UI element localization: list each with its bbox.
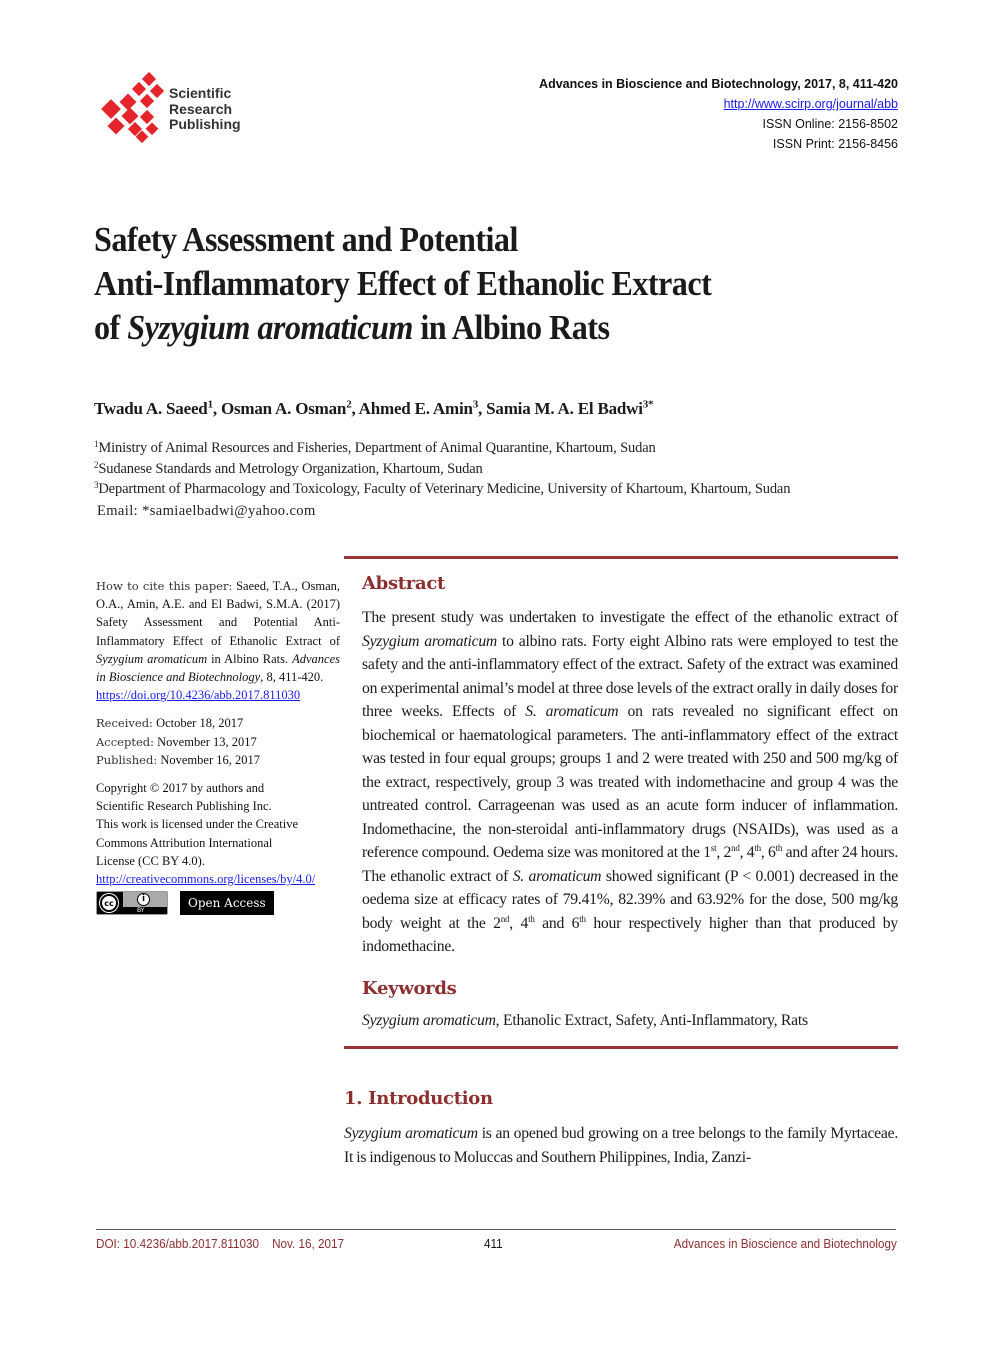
author-affil-sup: 1	[207, 398, 213, 410]
abstract-span: , 2	[716, 844, 732, 861]
abstract-species: S. aromaticum	[512, 867, 602, 885]
title-line: Anti-Inflammatory Effect of Ethanolic Extract	[94, 264, 712, 303]
page-number: 411	[484, 1236, 503, 1251]
corresponding-email: Email: *samiaelbadwi@yahoo.com	[97, 503, 316, 519]
ordinal-sup: th	[579, 913, 586, 924]
abstract-span: to albino rats. Forty eight Albino rats were employed to test the safety and the anti-inflammatory effect of the extract. Safety of the extract was examined on experimental animal’s model at three dose levels of the extract orally in daily doses for three weeks. Effects of	[362, 632, 898, 720]
ordinal-sup: th	[775, 842, 783, 853]
publisher-logo	[96, 72, 256, 144]
keyword-list: , Ethanolic Extract, Safety, Anti-Inflammatory, Rats	[495, 1011, 808, 1029]
publisher-name-line: Publishing	[169, 116, 241, 132]
abstract-heading: Abstract	[362, 573, 446, 594]
abstract-text	[344, 606, 898, 959]
cite-text: in Albino Rats.	[207, 651, 293, 666]
affil-text: Ministry of Animal Resources and Fisheries, Department of Animal Quarantine, Khartoum, Sudan	[98, 440, 656, 456]
abstract-span: , 6	[760, 844, 776, 861]
author	[359, 399, 486, 418]
affil-text: Department of Pharmacology and Toxicology, Faculty of Veterinary Medicine, University of Khartoum, Khartoum, Sudan	[98, 481, 791, 497]
accepted-label: Accepted:	[96, 734, 155, 749]
copyright-line: License (CC BY 4.0).	[96, 853, 205, 868]
affiliation	[94, 438, 904, 459]
author	[94, 399, 221, 418]
copyright-line: This work is licensed under the Creative	[96, 817, 299, 832]
title-text: of	[94, 308, 128, 347]
author-sep: ,	[212, 398, 221, 418]
publisher-name-line: Scientific	[169, 85, 232, 101]
publisher-name-line: Research	[169, 100, 233, 117]
keywords-text	[344, 1010, 898, 1032]
issn-online: ISSN Online: 2156-8502	[762, 117, 898, 131]
author-sep: ,	[351, 398, 359, 418]
author	[486, 399, 653, 418]
main-column	[344, 559, 898, 1171]
introduction-text	[344, 1122, 898, 1171]
cite-species: Syzygium aromaticum	[96, 651, 208, 666]
attribution-icon: i	[137, 893, 150, 906]
journal-info	[539, 74, 898, 154]
published-label: Published:	[96, 752, 158, 767]
copyright-block	[96, 779, 340, 915]
affil-text: Sudanese Standards and Metrology Organization, Khartoum, Sudan	[98, 460, 483, 477]
author-name: Twadu A. Saeed	[94, 398, 208, 418]
intro-species: Syzygium aromaticum	[344, 1124, 478, 1142]
abstract-span: hour respectively higher than that produced by indomethacine.	[362, 914, 898, 955]
affil-sup: 1	[94, 439, 99, 449]
cc-by-badge[interactable]	[96, 891, 168, 915]
license-link[interactable]: http://creativecommons.org/licenses/by/4.0/	[96, 872, 316, 887]
doi-link[interactable]: https://doi.org/10.4236/abb.2017.811030	[96, 688, 301, 703]
abstract-bottom-rule	[344, 1046, 898, 1049]
author	[221, 399, 359, 418]
received-date: October 18, 2017	[152, 716, 244, 731]
cite-text: , 8, 411-420.	[260, 670, 324, 685]
citation-block	[96, 577, 340, 704]
abstract-span: , 4	[509, 914, 529, 932]
title-species: Syzygium aromaticum	[127, 308, 413, 347]
accepted-date: November 13, 2017	[154, 734, 257, 749]
author-name: Osman A. Osman	[220, 398, 347, 418]
affiliation	[94, 459, 904, 480]
received-label: Received:	[96, 716, 153, 731]
footer-rule	[96, 1229, 896, 1230]
cite-text: Saeed, T.A., Osman, O.A., Amin, A.E. and El Badwi, S.M.A. (2017) Safety Assessment and Potential Anti-Inflammatory Effect of Ethanolic Extract of	[96, 579, 340, 648]
author-sep: ,	[478, 398, 487, 418]
sidebar	[96, 577, 340, 915]
abstract-span: and after 24 hours. The ethanolic extract of	[362, 844, 899, 885]
published-date: November 16, 2017	[157, 752, 260, 767]
affil-sup: 3	[94, 480, 99, 490]
copyright-line: Commons Attribution International	[96, 835, 273, 850]
journal-citation: Advances in Bioscience and Biotechnology, 2017, 8, 411-420	[539, 77, 898, 91]
abstract-span: showed significant (P < 0.001) decreased in the oedema size at efficacy rates of 79.41%, 82.39% and 63.92% for the dose, 500 mg/kg body weight at the 2	[362, 867, 898, 932]
intro-span: is an opened bud growing on a tree belongs to the family Myrtaceae. It is indigenous to Moluccas and Southern Philippines, India, Zanzi-	[344, 1124, 898, 1166]
copyright-line: Scientific Research Publishing Inc.	[96, 799, 272, 814]
open-access-badge[interactable]: Open Access	[180, 891, 274, 915]
keywords-heading: Keywords	[362, 977, 457, 999]
publisher-name	[169, 86, 241, 133]
title-line	[94, 306, 885, 350]
abstract-span: , 4	[739, 844, 755, 861]
cite-label: How to cite this paper:	[96, 579, 233, 593]
ordinal-sup: th	[528, 913, 535, 924]
ordinal-sup: st	[710, 842, 717, 853]
abstract-span: and 6	[534, 914, 580, 932]
cite-journal: Advances in Bioscience and Biotechnology	[96, 651, 340, 685]
ordinal-sup: nd	[731, 842, 740, 853]
abstract-species: S. aromaticum	[525, 703, 619, 720]
scirp-diamond-logo-icon	[96, 72, 164, 144]
by-label: BY	[137, 907, 145, 915]
creative-commons-icon: cc	[100, 894, 118, 912]
affil-sup: 2	[94, 459, 99, 470]
journal-url-link[interactable]: http://www.scirp.org/journal/abb	[723, 97, 898, 111]
author-list	[94, 398, 653, 419]
issn-print: ISSN Print: 2156-8456	[772, 137, 898, 151]
author-name: Samia M. A. El Badwi	[486, 398, 643, 418]
copyright-line: Copyright © 2017 by authors and	[96, 781, 265, 796]
ordinal-sup: th	[754, 842, 761, 853]
author-name: Ahmed E. Amin	[358, 398, 473, 418]
abstract-span: The present study was undertaken to investigate the effect of the ethanolic extract of	[362, 609, 898, 626]
title-text: in Albino Rats	[412, 308, 610, 347]
footer-journal-name: Advances in Bioscience and Biotechnology	[673, 1236, 897, 1251]
footer-doi-date: DOI: 10.4236/abb.2017.811030 Nov. 16, 2017	[96, 1236, 345, 1251]
author-affil-sup: 2	[346, 398, 352, 410]
abstract-span: on rats revealed no significant effect on biochemical or haematological parameters. The anti-inflammatory effect of the extract was tested in four equal groups; groups 1 and 2 were treated with 250 and 500 mg/kg of the extract, respectively, group 3 was treated with indomethacine and group 4 was the untreated control. Carrageenan was used as an acute form inducer of inflammation. Indomethacine, the non-steroidal anti-inflammatory drugs (NSAIDs), was used as a reference compound. Oedema size was monitored at the 1	[362, 703, 898, 861]
dates-block	[96, 714, 340, 769]
title-line: Safety Assessment and Potential	[94, 220, 518, 259]
paper-title	[94, 218, 885, 350]
ordinal-sup: nd	[500, 913, 510, 924]
abstract-species: Syzygium aromaticum	[362, 632, 498, 650]
author-affil-sup: 3	[472, 398, 479, 410]
keyword-species: Syzygium aromaticum	[362, 1011, 496, 1029]
affiliation	[94, 479, 904, 500]
introduction-heading: 1. Introduction	[344, 1087, 493, 1109]
affiliations	[94, 438, 904, 500]
author-affil-sup: 3*	[642, 398, 654, 410]
